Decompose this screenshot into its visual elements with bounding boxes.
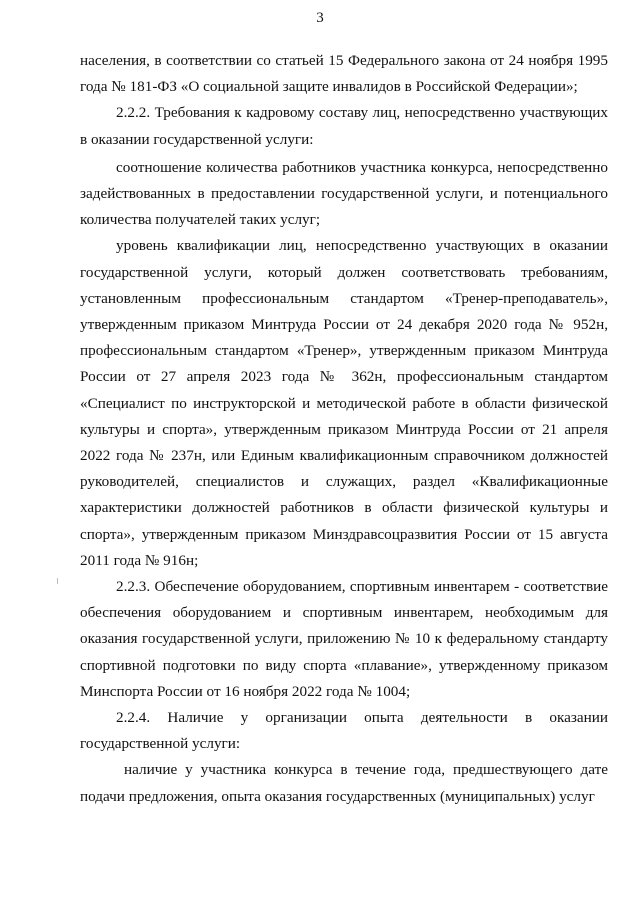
page-number: 3 bbox=[316, 10, 324, 26]
paragraph-2-2-2: 2.2.2. Требования к кадровому составу лиц, непосредственно участвующих в оказании государственной услуги: bbox=[80, 104, 608, 148]
scan-mark bbox=[57, 578, 58, 584]
paragraph-2-2-3: 2.2.3. Обеспечение оборудованием, спортивным инвентарем - соответствие обеспечения оборудованием и спортивным инвентарем, необходимым для оказания государственной услуги, приложению № 10 к федеральному стандарту спортивной подготовки по виду спорта «плавание», утвержденному приказом Минспорта России от 16 ноября 2022 года № 1004; bbox=[80, 578, 608, 700]
document-body bbox=[80, 48, 608, 810]
paragraph-staff-ratio: соотношение количества работников участника конкурса, непосредственно задействованных в предоставлении государственной услуги, и потенциального количества получателей таких услуг; bbox=[80, 158, 608, 229]
paragraph-2-2-4: 2.2.4. Наличие у организации опыта деятельности в оказании государственной услуги: bbox=[80, 709, 608, 753]
paragraph-qualification: уровень квалификации лиц, непосредственно участвующих в оказании государственной услуги, который должен соответствовать требованиям, установленным профессиональным стандартом «Тренер-преподаватель», утвержденным приказом Минтруда России от 24 декабря 2020 года № 952н, профессиональным стандартом «Тренер», утвержденным приказом Минтруда России от 27 апреля 2023 года № 362н, профессиональным стандартом «Специалист по инструкторской и методической работе в области физической культуры и спорта», утвержденным приказом Минтруда России от 21 апреля 2022 года № 237н, или Единым квалификационным справочником должностей руководителей, специалистов и служащих, раздел «Квалификационные характеристики должностей работников в области физической культуры и спорта», утвержденным приказом Минздравсоцразвития России от 15 августа 2011 года № 916н; bbox=[80, 237, 608, 569]
paragraph-continuation: населения, в соответствии со статьей 15 Федерального закона от 24 ноября 1995 года № 181-ФЗ «О социальной защите инвалидов в Российской Федерации»; bbox=[80, 52, 608, 96]
paragraph-experience: наличие у участника конкурса в течение года, предшествующего дате подачи предложения, опыта оказания государственных (муниципальных) услуг bbox=[80, 761, 608, 805]
